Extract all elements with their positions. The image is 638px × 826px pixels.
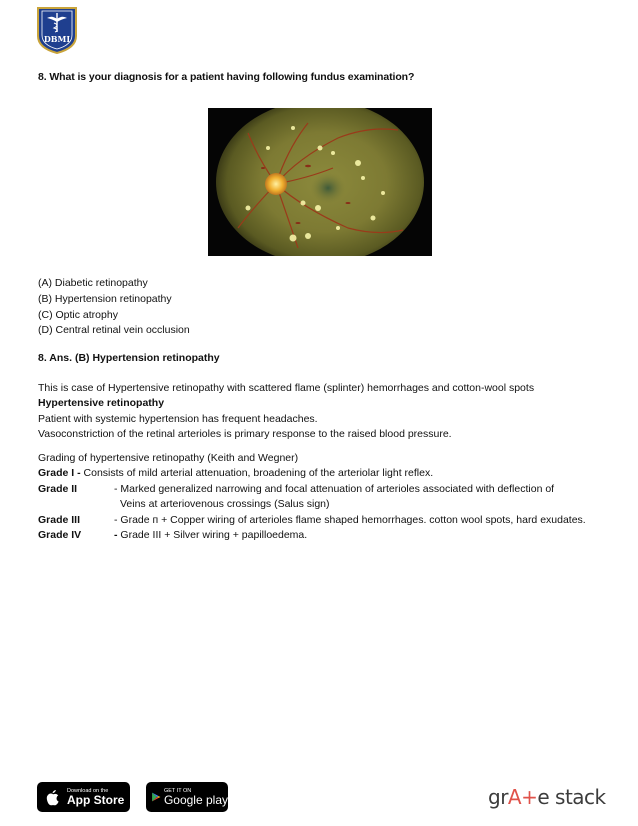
explanation	[38, 381, 608, 443]
google-play-big-text: Google play	[163, 792, 228, 807]
grade-4-label: Grade IV	[38, 529, 82, 542]
gradestack-logo	[488, 785, 606, 809]
grading-section	[38, 451, 608, 543]
grade-2-label: Grade II	[38, 482, 78, 495]
app-store-big-text: App Store	[67, 792, 125, 807]
brand-text-post: e stack	[537, 785, 606, 809]
google-play-small-text: GET IT ON	[163, 787, 192, 794]
explanation-heading: Hypertensive retinopathy	[38, 397, 165, 410]
grade-1-row	[38, 466, 608, 481]
app-store-badge[interactable]	[37, 782, 130, 812]
logo-text: DBMI	[43, 34, 71, 44]
brand-text-mid: A+	[507, 785, 538, 809]
option-b: (B) Hypertension retinopathy	[38, 292, 172, 305]
explanation-line-2: Vasoconstriction of the retinal arterioles is primary response to the raised blood pressure.	[38, 428, 452, 441]
grade-4-text: Grade III + Silver wiring + papilloedema.	[120, 529, 308, 542]
option-c: (C) Optic atrophy	[38, 308, 118, 321]
option-a: (A) Diabetic retinopathy	[38, 277, 148, 289]
grade-3-row	[38, 513, 608, 528]
grade-1-dash: -	[74, 467, 84, 480]
option-d: (D) Central retinal vein occlusion	[38, 324, 190, 337]
answer-options	[38, 276, 190, 339]
dbmi-logo	[35, 6, 79, 54]
google-play-badge[interactable]	[146, 782, 228, 812]
grade-2-row	[38, 482, 608, 497]
explanation-intro: This is case of Hypertensive retinopathy with scattered flame (splinter) hemorrhages and cotton-wool spots	[38, 382, 535, 394]
grade-3-text: - Grade п + Copper wiring of arterioles flame shaped hemorrhages. cotton wool spots, hard exudates.	[114, 513, 586, 526]
google-play-icon	[151, 787, 161, 807]
grade-4-row	[38, 528, 608, 543]
grading-title: Grading of hypertensive retinopathy (Keith and Wegner)	[38, 452, 299, 464]
apple-icon	[42, 786, 64, 808]
question-text: 8. What is your diagnosis for a patient having following fundus examination?	[38, 71, 415, 83]
grade-4-dash: -	[114, 529, 121, 542]
grade-2-continuation: Veins at arteriovenous crossings (Salus sign)	[120, 498, 330, 511]
grade-3-label: Grade III	[38, 513, 81, 526]
explanation-line-1: Patient with systemic hypertension has frequent headaches.	[38, 412, 318, 425]
grade-2-text: - Marked generalized narrowing and focal attenuation of arterioles associated with deflection of	[114, 482, 555, 495]
app-store-small-text: Download on the	[67, 787, 109, 794]
answer-text: 8. Ans. (B) Hypertension retinopathy	[38, 352, 220, 364]
grade-1-text: Consists of mild arterial attenuation, broadening of the arteriolar light reflex.	[83, 467, 434, 480]
brand-text-pre: gr	[488, 785, 508, 809]
grade-1-label: Grade I	[38, 467, 75, 480]
fundus-image	[208, 108, 432, 256]
